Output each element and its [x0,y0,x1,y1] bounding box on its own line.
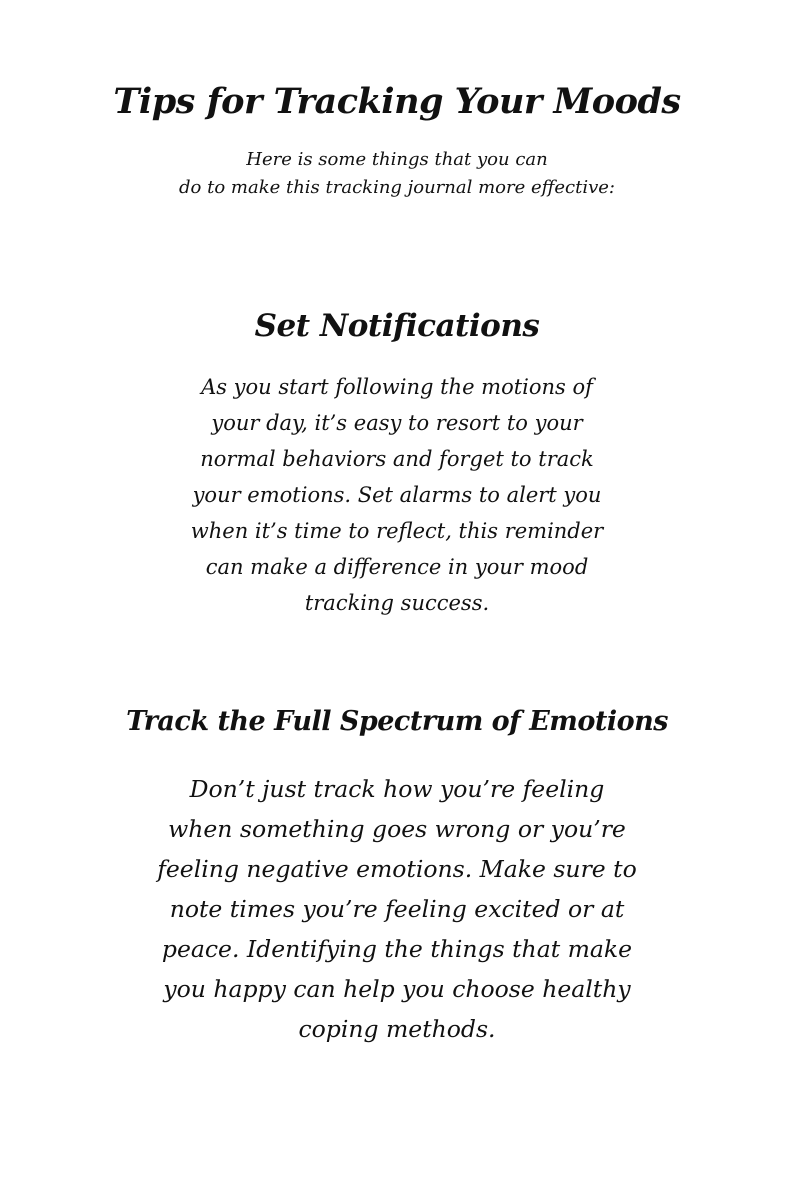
body-line: feeling negative emotions. Make sure to [157,855,637,883]
body-line: when it’s time to reflect, this reminder [190,519,604,543]
body-line: your emotions. Set alarms to alert you [192,483,602,507]
body-line: peace. Identifying the things that make [161,935,633,963]
body-line: Don’t just track how you’re feeling [189,775,605,803]
intro-line: Here is some things that you can [246,149,548,170]
intro-text [0,146,794,202]
body-line: note times you’re feeling excited or at [169,895,625,923]
body-line: your day, it’s easy to resort to your [211,411,583,435]
body-line: normal behaviors and forget to track [200,447,594,471]
section-body-set-notifications [0,369,794,621]
section-body-full-spectrum [0,769,794,1049]
page-title: Tips for Tracking Your Moods [113,81,681,122]
body-line: you happy can help you choose healthy [163,975,631,1003]
section-heading-set-notifications: Set Notifications [254,308,540,344]
intro-line: do to make this tracking journal more effective: [179,177,615,198]
body-line: As you start following the motions of [201,375,593,399]
body-line: coping methods. [298,1015,496,1043]
body-line: tracking success. [304,591,490,615]
section-heading-full-spectrum: Track the Full Spectrum of Emotions [126,706,668,737]
body-line: when something goes wrong or you’re [168,815,626,843]
body-line: can make a difference in your mood [205,555,589,579]
